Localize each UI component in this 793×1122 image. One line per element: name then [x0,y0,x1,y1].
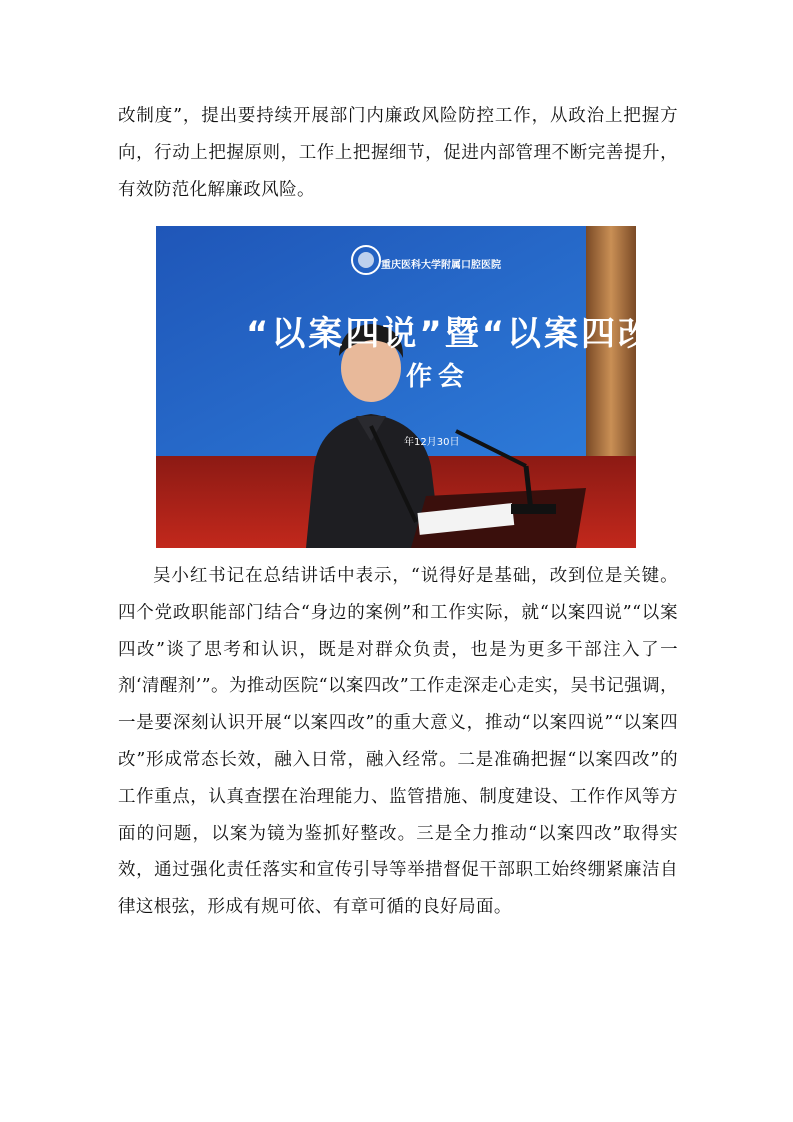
screen-subtitle: 作会 [406,362,471,392]
meeting-photo [156,226,681,548]
paragraph-1: 改制度”，提出要持续开展部门内廉政风险防控工作，从政治上把握方向，行动上把握原则，工作上把握细节，促进内部管理不断完善提升，有效防范化解廉政风险。 [118,106,678,200]
paragraph-2: 吴小红书记在总结讲话中表示，“说得好是基础，改到位是关键。四个党政职能部门结合“身边的案例”和工作实际，就“以案四说”“以案四改”谈了思考和认识，既是对群众负责，也是为更多干部注入了一剂‘清醒剂’”。为推动医院“以案四改”工作走深走心走实，吴书记强调，一是要深刻认识开展“以案四改”的重大意义，推动“以案四说”“以案四改”形成常态长效，融入日常，融入经常。二是准确把握“以案四改”的工作重点，认真查摆在治理能力、监管措施、制度建设、工作作风等方面的问题，以案为镜为鉴抓好整改。三是全力推动“以案四改”取得实效，通过强化责任落实和宣传引导等举措督促干部职工始终绷紧廉洁自律这根弦，形成有规可依、有章可循的良好局面。 [118,566,678,918]
screen-title: “以案四说”暨“以案四改” [246,314,681,354]
screen-date: 年12月30日 [404,437,460,448]
screen-hospital-name: 重庆医科大学附属口腔医院 [381,260,501,271]
